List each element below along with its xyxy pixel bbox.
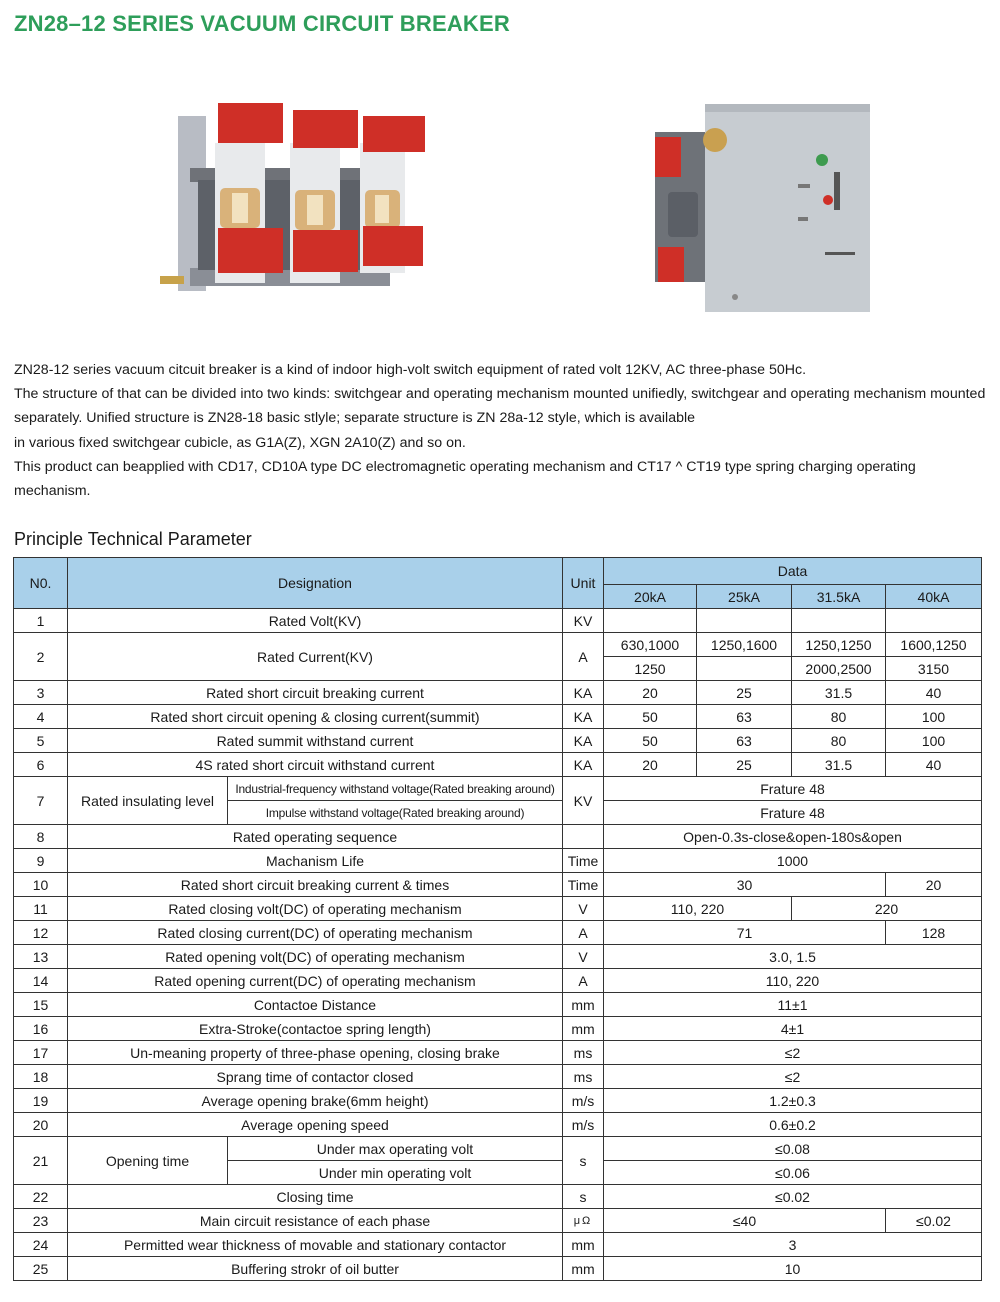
row-value bbox=[792, 609, 886, 633]
row-unit: mm bbox=[563, 1017, 604, 1041]
row-unit: KA bbox=[563, 705, 604, 729]
row-value: 40 bbox=[886, 681, 982, 705]
row-value: 1600,1250 bbox=[886, 633, 982, 657]
row-no: 10 bbox=[14, 873, 68, 897]
row-value: 10 bbox=[604, 1257, 982, 1281]
row-designation: Rated operating sequence bbox=[68, 825, 563, 849]
row-unit: s bbox=[563, 1137, 604, 1185]
table-row bbox=[14, 1257, 982, 1281]
row-designation: Rated short circuit opening & closing current(summit) bbox=[68, 705, 563, 729]
row-value: ≤0.06 bbox=[604, 1161, 982, 1185]
row-designation: Opening time bbox=[68, 1137, 228, 1185]
row-unit: KV bbox=[563, 777, 604, 825]
row-designation: Main circuit resistance of each phase bbox=[68, 1209, 563, 1233]
row-subdesignation: Under min operating volt bbox=[228, 1161, 563, 1185]
row-no: 9 bbox=[14, 849, 68, 873]
table-row bbox=[14, 1065, 982, 1089]
row-value: 1.2±0.3 bbox=[604, 1089, 982, 1113]
row-no: 19 bbox=[14, 1089, 68, 1113]
row-unit: μΩ bbox=[563, 1209, 604, 1233]
intro-paragraph-3: in various fixed switchgear cubicle, as G1A(Z), XGN 2A10(Z) and so on. bbox=[14, 434, 466, 451]
row-value: 63 bbox=[697, 705, 792, 729]
row-unit: Time bbox=[563, 873, 604, 897]
row-unit: KA bbox=[563, 753, 604, 777]
row-designation: Rated summit withstand current bbox=[68, 729, 563, 753]
row-unit: KV bbox=[563, 609, 604, 633]
row-value: 25 bbox=[697, 681, 792, 705]
row-value: 110, 220 bbox=[604, 969, 982, 993]
table-row bbox=[14, 753, 982, 777]
row-unit: V bbox=[563, 945, 604, 969]
row-value: 100 bbox=[886, 729, 982, 753]
pole-3 bbox=[360, 116, 425, 273]
row-no: 3 bbox=[14, 681, 68, 705]
row-value: ≤40 bbox=[604, 1209, 886, 1233]
row-designation: Un-meaning property of three-phase opening, closing brake bbox=[68, 1041, 563, 1065]
row-designation: Rated short circuit breaking current & times bbox=[68, 873, 563, 897]
table-row bbox=[14, 945, 982, 969]
table-row bbox=[14, 1185, 982, 1209]
table-row bbox=[14, 849, 982, 873]
intro-paragraph-4: This product can beapplied with CD17, CD10A type DC electromagnetic operating mechanism and CT17 ^ CT19 type spring charging operating mechanism. bbox=[14, 458, 916, 500]
table-row bbox=[14, 969, 982, 993]
row-value: 31.5 bbox=[792, 753, 886, 777]
row-value: 0.6±0.2 bbox=[604, 1113, 982, 1137]
row-no: 5 bbox=[14, 729, 68, 753]
row-no: 8 bbox=[14, 825, 68, 849]
row-value: 31.5 bbox=[792, 681, 886, 705]
row-designation: Average opening brake(6mm height) bbox=[68, 1089, 563, 1113]
row-designation: Rated short circuit breaking current bbox=[68, 681, 563, 705]
table-row bbox=[14, 705, 982, 729]
row-value: 3 bbox=[604, 1233, 982, 1257]
table-row bbox=[14, 729, 982, 753]
table-row bbox=[14, 1041, 982, 1065]
row-value: Frature 48 bbox=[604, 777, 982, 801]
row-value: 4±1 bbox=[604, 1017, 982, 1041]
row-value: 630,1000 bbox=[604, 633, 697, 657]
row-value: 63 bbox=[697, 729, 792, 753]
row-value: 20 bbox=[604, 753, 697, 777]
table-row bbox=[14, 1137, 982, 1161]
row-unit: s bbox=[563, 1185, 604, 1209]
row-value: 80 bbox=[792, 729, 886, 753]
row-designation: Rated opening current(DC) of operating mechanism bbox=[68, 969, 563, 993]
table-row bbox=[14, 1089, 982, 1113]
row-designation: Rated closing current(DC) of operating mechanism bbox=[68, 921, 563, 945]
table-row bbox=[14, 825, 982, 849]
row-value: 2000,2500 bbox=[792, 657, 886, 681]
row-value: 1250,1250 bbox=[792, 633, 886, 657]
row-designation: Closing time bbox=[68, 1185, 563, 1209]
row-value: 20 bbox=[604, 681, 697, 705]
row-value: 128 bbox=[886, 921, 982, 945]
row-unit: V bbox=[563, 897, 604, 921]
intro-paragraph-2: The structure of that can be divided into two kinds: switchgear and operating mechanism mounted unifiedly, switchgear and operating mechanism mounted separately. Unified structure is ZN28-18 basic stlyle; separate structure is ZN 28a-12 style, which is available bbox=[14, 386, 986, 427]
table-header-row bbox=[14, 558, 982, 585]
row-value: 25 bbox=[697, 753, 792, 777]
row-designation: Permitted wear thickness of movable and stationary contactor bbox=[68, 1233, 563, 1257]
header-25ka: 25kA bbox=[697, 585, 792, 609]
table-row bbox=[14, 681, 982, 705]
row-subdesignation: Impulse withstand voltage(Rated breaking around) bbox=[228, 801, 563, 825]
product-description bbox=[14, 358, 989, 503]
row-unit: Time bbox=[563, 849, 604, 873]
row-unit: KA bbox=[563, 681, 604, 705]
row-value: 71 bbox=[604, 921, 886, 945]
row-no: 23 bbox=[14, 1209, 68, 1233]
row-no: 16 bbox=[14, 1017, 68, 1041]
row-no: 12 bbox=[14, 921, 68, 945]
row-no: 25 bbox=[14, 1257, 68, 1281]
table-row bbox=[14, 777, 982, 801]
table-row bbox=[14, 921, 982, 945]
row-designation: Contactoe Distance bbox=[68, 993, 563, 1017]
intro-paragraph-1: ZN28-12 series vacuum citcuit breaker is a kind of indoor high-volt switch equipment of rated volt 12KV, AC three-phase 50Hc. bbox=[14, 362, 807, 378]
row-unit: A bbox=[563, 633, 604, 681]
row-value: 220 bbox=[792, 897, 982, 921]
row-unit: ms bbox=[563, 1065, 604, 1089]
row-value: 80 bbox=[792, 705, 886, 729]
row-no: 17 bbox=[14, 1041, 68, 1065]
row-value: 11±1 bbox=[604, 993, 982, 1017]
technical-parameter-table bbox=[13, 557, 982, 1281]
row-no: 21 bbox=[14, 1137, 68, 1185]
row-designation: Rated Volt(KV) bbox=[68, 609, 563, 633]
page-title: ZN28–12 SERIES VACUUM CIRCUIT BREAKER bbox=[14, 11, 510, 36]
row-unit: mm bbox=[563, 1233, 604, 1257]
row-subdesignation: Industrial-frequency withstand voltage(Rated breaking around) bbox=[228, 777, 563, 801]
table-row bbox=[14, 1209, 982, 1233]
row-unit: mm bbox=[563, 1257, 604, 1281]
row-designation: Sprang time of contactor closed bbox=[68, 1065, 563, 1089]
row-designation: Rated Current(KV) bbox=[68, 633, 563, 681]
breaker-poles-image bbox=[160, 98, 435, 303]
row-unit: mm bbox=[563, 993, 604, 1017]
header-40ka: 40kA bbox=[886, 585, 982, 609]
table-row bbox=[14, 1113, 982, 1137]
row-designation: Rated opening volt(DC) of operating mechanism bbox=[68, 945, 563, 969]
row-unit: A bbox=[563, 969, 604, 993]
row-designation: Extra-Stroke(contactoe spring length) bbox=[68, 1017, 563, 1041]
row-value: ≤0.02 bbox=[604, 1185, 982, 1209]
row-unit bbox=[563, 825, 604, 849]
row-no: 7 bbox=[14, 777, 68, 825]
row-value: 3150 bbox=[886, 657, 982, 681]
row-value: 20 bbox=[886, 873, 982, 897]
row-value: 40 bbox=[886, 753, 982, 777]
row-no: 11 bbox=[14, 897, 68, 921]
row-no: 15 bbox=[14, 993, 68, 1017]
table-row bbox=[14, 1017, 982, 1041]
row-value: ≤2 bbox=[604, 1065, 982, 1089]
breaker-with-mechanism-image bbox=[650, 102, 875, 314]
row-designation: Average opening speed bbox=[68, 1113, 563, 1137]
row-no: 4 bbox=[14, 705, 68, 729]
row-value: 110, 220 bbox=[604, 897, 792, 921]
header-unit: Unit bbox=[563, 558, 604, 609]
row-unit: KA bbox=[563, 729, 604, 753]
row-no: 20 bbox=[14, 1113, 68, 1137]
row-value: ≤0.08 bbox=[604, 1137, 982, 1161]
row-subdesignation: Under max operating volt bbox=[228, 1137, 563, 1161]
section-title: Principle Technical Parameter bbox=[14, 529, 252, 549]
row-value bbox=[604, 609, 697, 633]
row-no: 2 bbox=[14, 633, 68, 681]
row-value: 1000 bbox=[604, 849, 982, 873]
row-no: 6 bbox=[14, 753, 68, 777]
row-value: Open-0.3s-close&open-180s&open bbox=[604, 825, 982, 849]
row-designation: Machanism Life bbox=[68, 849, 563, 873]
table-row bbox=[14, 873, 982, 897]
row-designation: Rated closing volt(DC) of operating mechanism bbox=[68, 897, 563, 921]
row-no: 22 bbox=[14, 1185, 68, 1209]
row-designation: Buffering strokr of oil butter bbox=[68, 1257, 563, 1281]
header-designation: Designation bbox=[68, 558, 563, 609]
header-20ka: 20kA bbox=[604, 585, 697, 609]
row-designation: 4S rated short circuit withstand current bbox=[68, 753, 563, 777]
row-no: 18 bbox=[14, 1065, 68, 1089]
row-value bbox=[697, 609, 792, 633]
table-row bbox=[14, 1233, 982, 1257]
row-value: 50 bbox=[604, 705, 697, 729]
row-no: 24 bbox=[14, 1233, 68, 1257]
table-row bbox=[14, 609, 982, 633]
row-value: ≤2 bbox=[604, 1041, 982, 1065]
row-value: 1250,1600 bbox=[697, 633, 792, 657]
row-value: ≤0.02 bbox=[886, 1209, 982, 1233]
header-31-5ka: 31.5kA bbox=[792, 585, 886, 609]
table-row bbox=[14, 633, 982, 657]
row-value bbox=[886, 609, 982, 633]
header-no: N0. bbox=[14, 558, 68, 609]
row-value: 30 bbox=[604, 873, 886, 897]
row-value: 100 bbox=[886, 705, 982, 729]
row-designation: Rated insulating level bbox=[68, 777, 228, 825]
row-value: Frature 48 bbox=[604, 801, 982, 825]
header-data: Data bbox=[604, 558, 982, 585]
row-value: 50 bbox=[604, 729, 697, 753]
row-value: 1250 bbox=[604, 657, 697, 681]
table-row bbox=[14, 897, 982, 921]
row-no: 14 bbox=[14, 969, 68, 993]
row-no: 1 bbox=[14, 609, 68, 633]
row-value bbox=[697, 657, 792, 681]
row-unit: ms bbox=[563, 1041, 604, 1065]
row-unit: A bbox=[563, 921, 604, 945]
table-row bbox=[14, 993, 982, 1017]
row-value: 3.0, 1.5 bbox=[604, 945, 982, 969]
row-unit: m/s bbox=[563, 1089, 604, 1113]
row-unit: m/s bbox=[563, 1113, 604, 1137]
row-no: 13 bbox=[14, 945, 68, 969]
